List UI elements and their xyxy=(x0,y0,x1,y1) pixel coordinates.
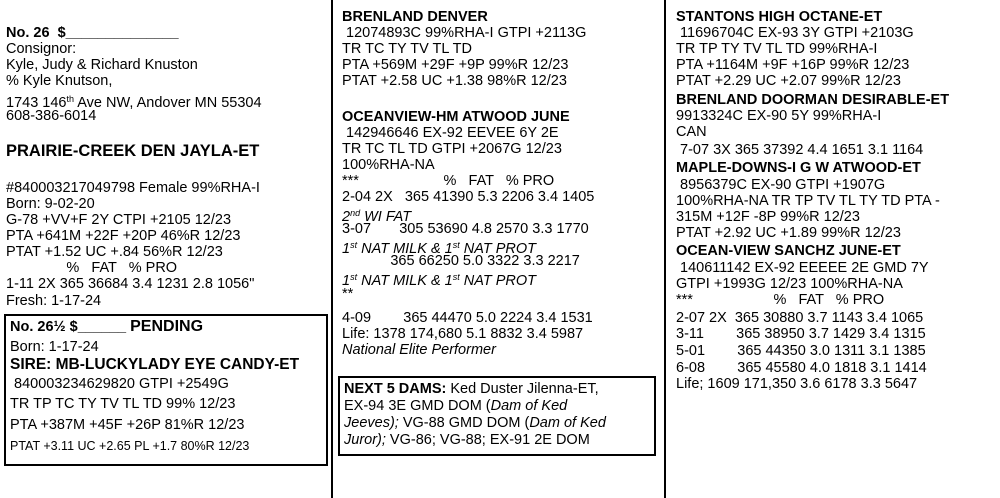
column-divider-2 xyxy=(664,0,666,498)
calf-born: Born: 1-17-24 xyxy=(10,339,99,355)
sire-ptat: PTAT +3.11 UC +2.65 PL +1.7 80%R 12/23 xyxy=(10,439,250,453)
fresh-date: Fresh: 1-17-24 xyxy=(6,293,102,309)
ancestor-gtpi: GTPI +1993G 12/23 100%RHA-NA xyxy=(676,276,903,292)
lot-number: No. 26 $______________ xyxy=(6,25,179,41)
ancestor-id: 9913324C EX-90 5Y 99%RHA-I xyxy=(676,108,882,124)
sire-id: 840003234629820 GTPI +2549G xyxy=(10,376,229,392)
cow-classification: G-78 +VV+F 2Y CTPI +2105 12/23 xyxy=(6,212,232,228)
dam-traits: TR TC TL TD GTPI +2067G 12/23 xyxy=(342,141,562,157)
next-5-line-4: Juror); VG-86; VG-88; EX-91 2E DOM xyxy=(344,432,590,448)
next-5-line-3: Jeeves); VG-88 GMD DOM (Dam of Ked xyxy=(344,415,606,431)
consignor-label: Consignor: xyxy=(6,41,77,57)
ancestor-id: 11696704C EX-93 3Y GTPI +2103G xyxy=(676,25,914,41)
cow-ptat: PTAT +1.52 UC +.84 56%R 12/23 xyxy=(6,244,223,260)
ancestor-id: 8956379C EX-90 GTPI +1907G xyxy=(676,177,886,193)
dam-name: OCEANVIEW-HM ATWOOD JUNE xyxy=(342,109,570,125)
ancestor-name: BRENLAND DOORMAN DESIRABLE-ET xyxy=(676,92,950,108)
next-5-dams-box xyxy=(338,376,656,456)
sire-name: BRENLAND DENVER xyxy=(342,9,488,25)
record-stars: ** xyxy=(342,286,354,302)
record-header: % FAT % PRO xyxy=(6,260,178,276)
award-note: 1st NAT MILK & 1st NAT PROT xyxy=(342,272,536,289)
next-5-line-1: NEXT 5 DAMS: Ked Duster Jilenna-ET, xyxy=(344,381,599,397)
lot-26-half-box xyxy=(4,314,328,466)
lifetime-record: Life; 1609 171,350 3.6 6178 3.3 5647 xyxy=(676,376,918,392)
production-record: 2-07 2X 365 30880 3.7 1143 3.4 1065 xyxy=(676,310,924,326)
production-record: 365 66250 5.0 3322 3.3 2217 xyxy=(342,253,580,269)
ancestor-name: OCEAN-VIEW SANCHZ JUNE-ET xyxy=(676,243,901,259)
cow-born: Born: 9-02-20 xyxy=(6,196,95,212)
lot-number-half: No. 26½ $______ PENDING xyxy=(10,318,204,335)
ancestor-name: MAPLE-DOWNS-I G W ATWOOD-ET xyxy=(676,160,921,176)
ancestor-id: 140611142 EX-92 EEEEE 2E GMD 7Y xyxy=(676,260,929,276)
sire-traits: TR TP TC TY TV TL TD 99% 12/23 xyxy=(10,396,236,412)
ancestor-name: STANTONS HIGH OCTANE-ET xyxy=(676,9,883,25)
award-note: 2nd WI FAT xyxy=(342,208,412,225)
production-record: 4-09 365 44470 5.0 2224 3.4 1531 xyxy=(342,310,593,326)
production-record: 7-07 3X 365 37392 4.4 1651 3.1 1164 xyxy=(676,142,924,158)
consignor-phone: 608-386-6014 xyxy=(6,108,97,124)
cow-id: #840003217049798 Female 99%RHA-I xyxy=(6,180,260,196)
sire-name: SIRE: MB-LUCKYLADY EYE CANDY-ET xyxy=(10,356,300,373)
production-record: 3-11 365 38950 3.7 1429 3.4 1315 xyxy=(676,326,926,342)
production-record: 3-07 305 53690 4.8 2570 3.3 1770 xyxy=(342,221,589,237)
ancestor-ptat: PTAT +2.29 UC +2.07 99%R 12/23 xyxy=(676,73,901,89)
ancestor-pta: PTA +1164M +9F +16P 99%R 12/23 xyxy=(676,57,910,73)
sire-pta: PTA +387M +45F +26P 81%R 12/23 xyxy=(10,417,245,433)
sire-ptat: PTAT +2.58 UC +1.38 98%R 12/23 xyxy=(342,73,567,89)
consignor-address: 1743 146th Ave NW, Andover MN 55304 xyxy=(6,94,262,111)
consignor-names: Kyle, Judy & Richard Knuston xyxy=(6,57,198,73)
cow-name: PRAIRIE-CREEK DEN JAYLA-ET xyxy=(6,142,260,160)
production-record: 5-01 365 44350 3.0 1311 3.1 1385 xyxy=(676,343,926,359)
consignor-care-of: % Kyle Knutson, xyxy=(6,73,113,89)
next-5-line-2: EX-94 3E GMD DOM (Dam of Ked xyxy=(344,398,568,414)
sire-id: 12074893C 99%RHA-I GTPI +2113G xyxy=(342,25,587,41)
production-record: 6-08 365 45580 4.0 1818 3.1 1414 xyxy=(676,360,927,376)
ancestor-pta: 315M +12F -8P 99%R 12/23 xyxy=(676,209,860,225)
sire-pta: PTA +569M +29F +9P 99%R 12/23 xyxy=(342,57,569,73)
award-note: 1st NAT MILK & 1st NAT PROT xyxy=(342,240,536,257)
dam-rha: 100%RHA-NA xyxy=(342,157,435,173)
production-record: 2-04 2X 365 41390 5.3 2206 3.4 1405 xyxy=(342,189,595,205)
record-header: *** % FAT % PRO xyxy=(676,292,885,308)
ancestor-country: CAN xyxy=(676,124,707,140)
sire-traits: TR TC TY TV TL TD xyxy=(342,41,472,57)
dam-id: 142946646 EX-92 EEVEE 6Y 2E xyxy=(342,125,559,141)
cow-pta: PTA +641M +22F +20P 46%R 12/23 xyxy=(6,228,241,244)
record-header: *** % FAT % PRO xyxy=(342,173,555,189)
production-record: 1-11 2X 365 36684 3.4 1231 2.8 1056" xyxy=(6,276,255,292)
ancestor-traits: TR TP TY TV TL TD 99%RHA-I xyxy=(676,41,878,57)
column-divider-1 xyxy=(331,0,333,498)
elite-performer: National Elite Performer xyxy=(342,342,496,358)
lifetime-record: Life: 1378 174,680 5.1 8832 3.4 5987 xyxy=(342,326,584,342)
ancestor-traits: 100%RHA-NA TR TP TV TL TY TD PTA - xyxy=(676,193,940,209)
ancestor-ptat: PTAT +2.92 UC +1.89 99%R 12/23 xyxy=(676,225,901,241)
